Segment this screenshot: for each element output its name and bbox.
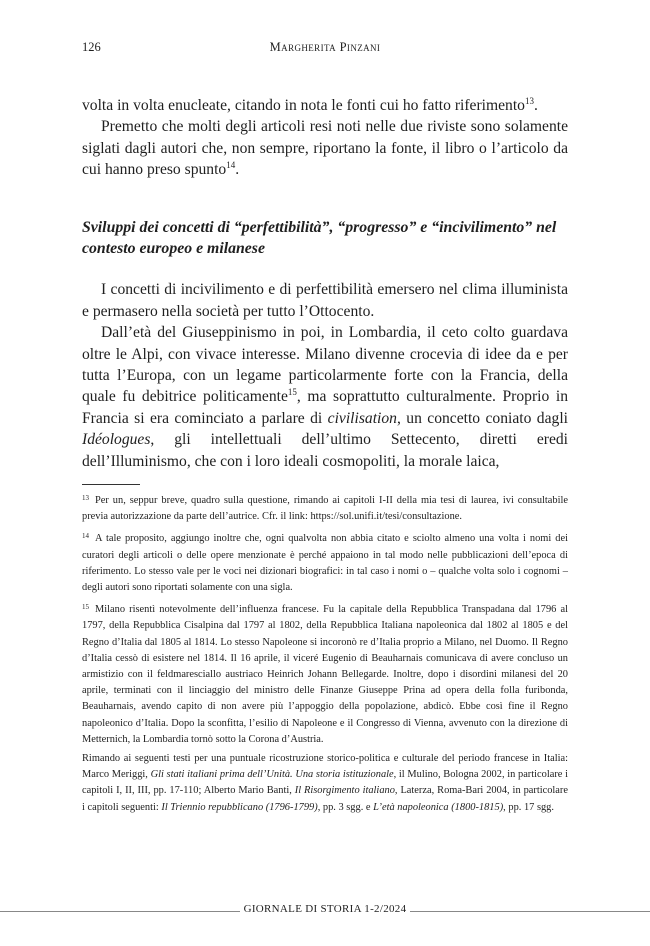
- section-heading: Sviluppi dei concetti di “perfettibilità”, “progresso” e “incivilimento” nel contesto europeo e milanese: [82, 218, 557, 258]
- main-text: [82, 95, 568, 472]
- footnote-14: $^{14}$ A tale proposito, aggiungo inoltre che, ogni qualvolta non abbia citato e sciolto almeno una volta i nomi dei curatori degli articoli o delle opere menzionate è perché appaiono in tal modo nelle pubblicazioni dell’epoca di riferimento. Lo stesso vale per le voci nei dizionari biografici: in tal caso i nomi o – qualche volta solo i cognomi – degli autori sono riportati solamente con una sigla.: [82, 532, 568, 594]
- footnotes: [82, 493, 568, 816]
- footnote-ref-13[interactable]: 13: [524, 96, 534, 106]
- footnote-separator: [82, 484, 140, 485]
- paragraph-continued: volta in volta enucleate, citando in nota le fonti cui ho fatto riferimento$^{13}$.: [82, 96, 538, 114]
- paragraph-concepts: I concetti di incivilimento e di perfettibilità emersero nel clima illuminista e permasero nella società per tutto l’Ottocento.: [82, 281, 568, 320]
- footnote-ref-14[interactable]: 14: [226, 160, 236, 171]
- journal-title: GIORNALE DI STORIA 1-2/2024: [240, 903, 411, 915]
- footnote-15: $^{15}$ Milano risentì notevolmente dell’influenza francese. Fu la capitale della Repubblica Transpadana dal 1796 al 1797, della Repubblica Cisalpina dal 1797 al 1802, della Repubblica Italiana napoleonica dal 1802 al 1805 e del Regno d’Italia dal 1805 al 1814. Lo stesso Napoleone si incoronò re d’Italia proprio a Milano, nel Duomo. Il Regno d’Italia cessò di esistere nel 1814. Il 16 aprile, il viceré Eugenio di Beauharnais comunicava di avere concluso un armistizio con il feldmaresciallo austriaco Heinrich Johann Bellegarde. Inoltre, dopo i disordini milanesi del 20 aprile, terminati con il linciaggio del ministro delle Finanze Giuseppe Prina ad opera della folla furibonda, Beauharnais, avendo capito di non avere più l’appoggio della popolazione, abdicò. Ebbe così fine il Regno napoleonico d’Italia. Dopo la sconfitta, l’esilio di Napoleone e il Congresso di Vienna, avvenuto con la direzione di Metternich, la Lombardia tornò sotto la Corona d’Austria.: [82, 603, 568, 745]
- footnote-ref-15[interactable]: 15: [287, 387, 297, 398]
- running-footer: [0, 903, 650, 919]
- footnote-13: $^{13}$ Per un, seppur breve, quadro sulla questione, rimando ai capitoli I-II della mia tesi di laurea, ivi consultabile previa autorizzazione da parte dell’autrice. Cfr. il link: https://sol.unifi.it/tesi/consultazione.: [82, 494, 568, 523]
- paragraph-lombardy: Dall’età del Giuseppinismo in poi, in Lombardia, il ceto colto guardava oltre le Alpi, con vivace interesse. Milano divenne crocevia di idee da e per tutta l’Europa, con un legame particolarmente forte con la Francia, della quale fu debitrice politicamente$^{15}$, ma soprattutto culturalmente. Proprio in Francia si era cominciato a parlare di civilisation, un concetto coniato dagli Idéologues, gli intellettuali dell’ultimo Settecento, diretti eredi dell’Illuminismo, che con i loro ideali cosmopoliti, la morale laica,: [82, 324, 568, 470]
- page-number: 126: [82, 40, 101, 54]
- running-author: Margherita Pinzani: [269, 40, 381, 54]
- footnote-15-continued: Rimando ai seguenti testi per una puntuale ricostruzione storico-politica e culturale del periodo francese in Italia: Marco Meriggi, Gli stati italiani prima dell’Unità. Una storia istituzionale, il Mulino, Bologna 2002, in particolare i capitoli I, II, III, pp. 17-110; Alberto Mario Banti, Il Risorgimento italiano, Laterza, Roma-Bari 2004, in particolare i capitoli seguenti: Il Triennio repubblicano (1796-1799), pp. 3 sgg. e L’età napoleonica (1800-1815), pp. 17 sgg.: [82, 753, 568, 813]
- running-header: [82, 40, 568, 60]
- paragraph-premise: Premetto che molti degli articoli resi noti nelle due riviste sono solamente siglati dagli autori che, non sempre, riportano la fonte, il libro o l’articolo da cui hanno preso spunto$^{14}$.: [82, 118, 568, 179]
